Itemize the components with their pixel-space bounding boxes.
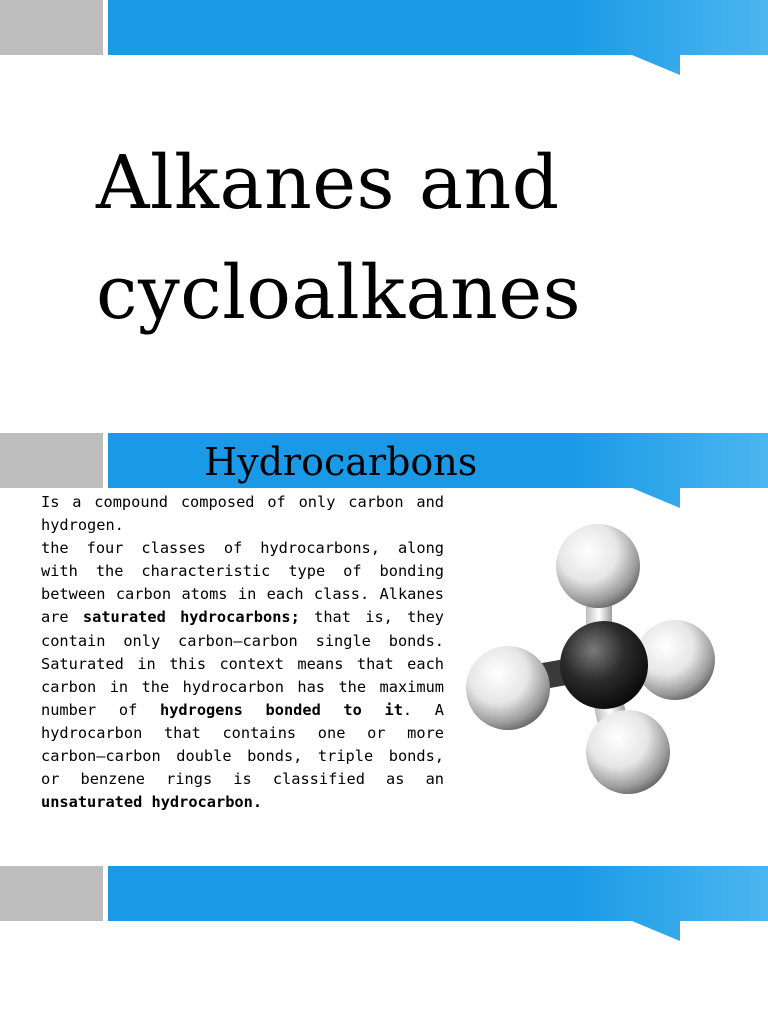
methane-molecule-icon [460,520,720,805]
header-band [0,0,768,82]
hydrogen-atom-bottom [586,710,670,794]
band-blue-ribbon [0,866,768,948]
section-body [41,491,444,814]
body-bold-saturated: saturated hydrocarbons; [82,608,300,627]
hydrogen-atom-left [466,646,550,730]
slide-title-line1: Alkanes and [96,140,560,226]
hydrogen-atom-top [556,524,640,608]
body-text-run: . A hydrocarbon that contains one or more carbon–carbon double bonds, triple bonds, or benzene rings is classified as an [41,700,444,789]
body-paragraph-1: Is a compound composed of only carbon and hydrogen. [41,493,444,535]
body-bold-unsaturated: unsaturated hydrocarbon. [41,793,263,812]
carbon-atom [560,621,648,709]
footer-band [0,866,768,948]
slide-title [96,128,656,348]
band-blue-ribbon [0,0,768,82]
body-bold-hydrogens: hydrogens bonded to it [159,700,403,719]
body-text-run: the four classes of hydrocarbons, along with the characteristic type of bonding between carbon atoms in each class. Alkanes are [41,539,444,627]
body-text-run: that is, they contain only carbon–carbon single bonds. Saturated in this context means that each carbon in the hydrocarbon has the maximum number of [41,608,444,719]
slide-title-line2: cycloalkanes [96,250,582,336]
section-heading: Hydrocarbons [204,440,478,484]
